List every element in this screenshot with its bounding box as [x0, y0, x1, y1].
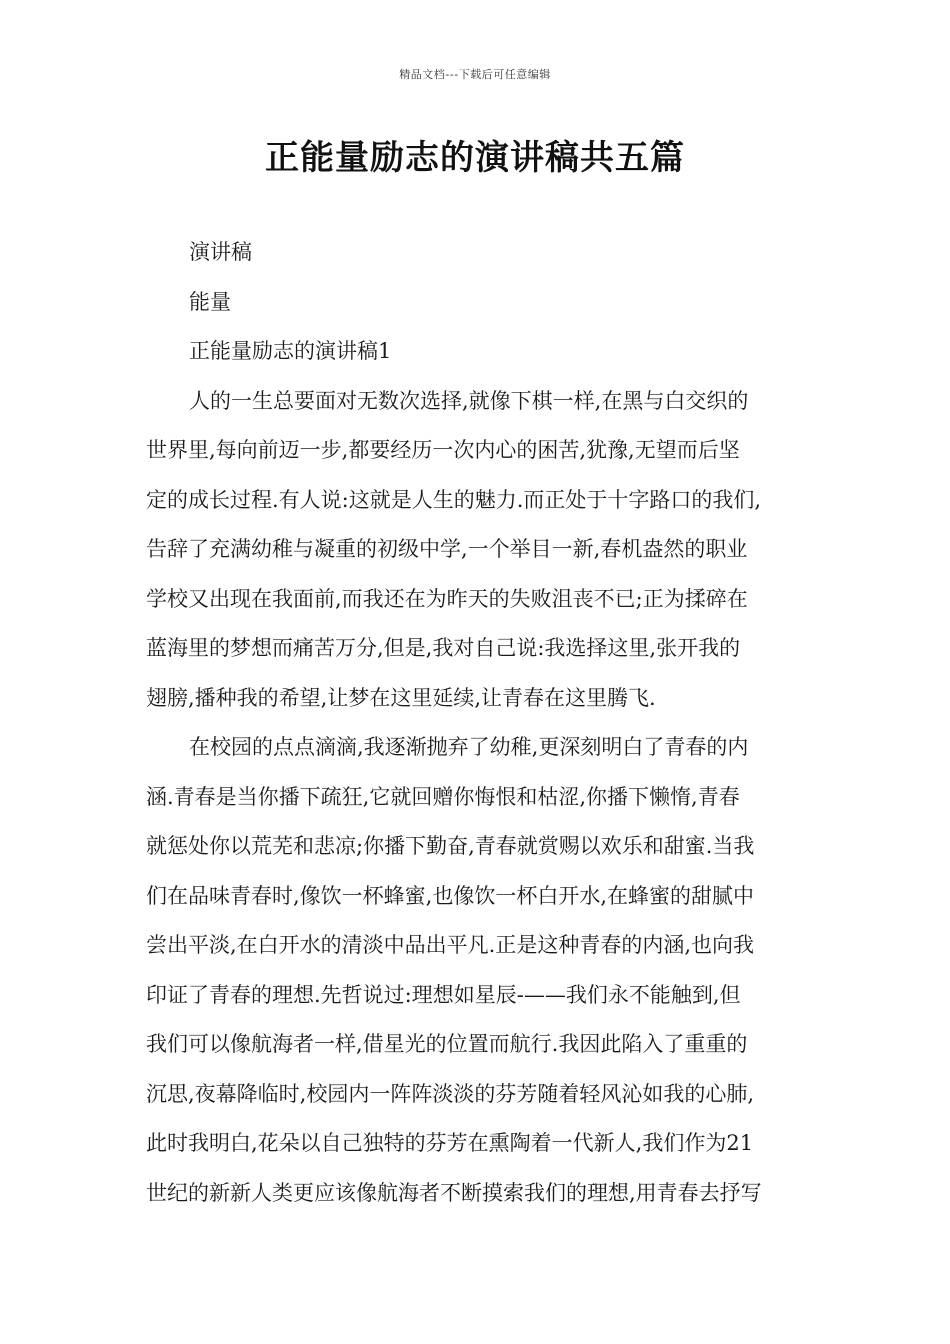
heading-line: 能量 — [189, 289, 231, 314]
document-body — [146, 228, 810, 1218]
paragraph-line: 们在品味青春时,像饮一杯蜂蜜,也像饮一杯白开水,在蜂蜜的甜腻中 — [146, 883, 755, 908]
paragraph-line: 蓝海里的梦想而痛苦万分,但是,我对自己说:我选择这里,张开我的 — [146, 636, 741, 660]
section-heading: 正能量励志的演讲稿1 — [189, 339, 392, 363]
paragraph-line: 尝出平淡,在白开水的清淡中品出平凡.正是这种青春的内涵,也向我 — [146, 933, 755, 957]
paragraph-line: 涵.青春是当你播下疏狂,它就回赠你悔恨和枯涩,你播下懒惰,青春 — [146, 784, 740, 809]
paragraph-line: 此时我明白,花朵以自己独特的芬芳在熏陶着一代新人,我们作为21 — [146, 1131, 754, 1155]
paragraph-line: 世界里,每向前迈一步,都要经历一次内心的困苦,犹豫,无望而后坚 — [146, 438, 740, 462]
paragraph-line: 学校又出现在我面前,而我还在为昨天的失败沮丧不已;正为揉碎在 — [146, 586, 748, 611]
paragraph-line: 在校园的点点滴滴,我逐渐抛弃了幼稚,更深刻明白了青春的内 — [189, 735, 749, 759]
paragraph-line: 就惩处你以荒芜和悲凉;你播下勤奋,青春就赏赐以欢乐和甜蜜.当我 — [146, 834, 755, 858]
paragraph-line: 定的成长过程.有人说:这就是人生的魅力.而正处于十字路口的我们, — [146, 487, 762, 512]
paragraph-line: 世纪的新新人类更应该像航海者不断摸索我们的理想,用青春去抒写 — [146, 1180, 762, 1205]
paragraph-line: 印证了青春的理想.先哲说过:理想如星辰-——我们永不能触到,但 — [146, 982, 741, 1007]
paragraph-line: 我们可以像航海者一样,借星光的位置而航行.我因此陷入了重重的 — [146, 1032, 748, 1056]
paragraph-line: 告辞了充满幼稚与凝重的初级中学,一个举目一新,春机盎然的职业 — [146, 537, 748, 561]
paragraph-line: 沉思,夜幕降临时,校园内一阵阵淡淡的芬芳随着轻风沁如我的心肺, — [146, 1081, 755, 1106]
paragraph-line: 人的一生总要面对无数次选择,就像下棋一样,在黑与白交织的 — [189, 388, 749, 413]
paragraph-line: 翅膀,播种我的希望,让梦在这里延续,让青春在这里腾飞. — [146, 685, 656, 710]
page-header: 精品文档---下载后可任意编辑 — [399, 68, 551, 81]
document-title: 正能量励志的演讲稿共五篇 — [265, 138, 685, 178]
heading-line: 演讲稿 — [189, 240, 252, 264]
